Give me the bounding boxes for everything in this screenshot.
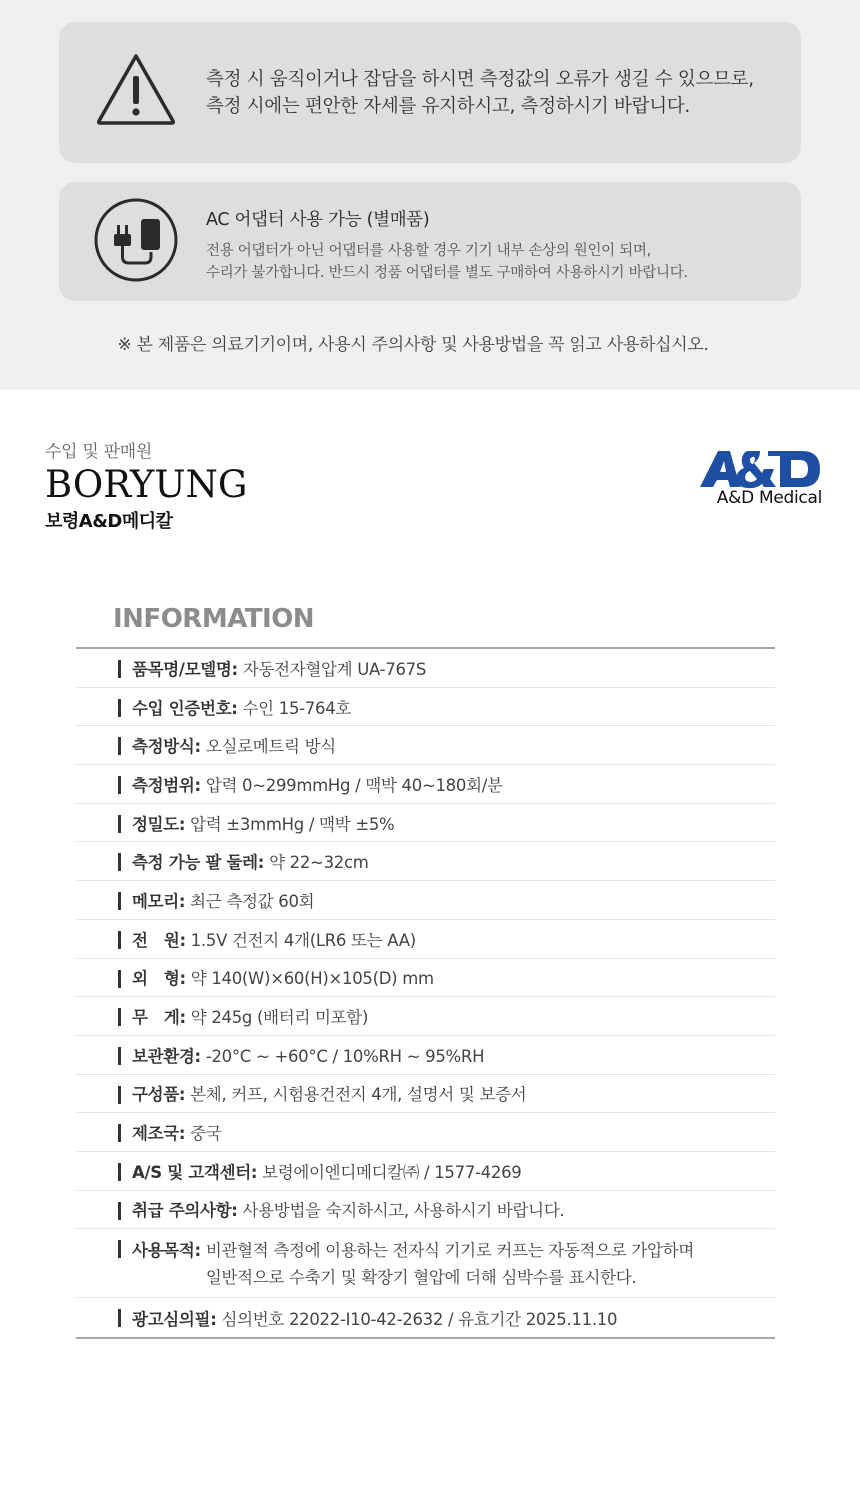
importer-block [45,437,248,532]
row-bar [118,853,121,871]
info-label: 무 게: [132,1008,186,1028]
purpose-line: 일반적으로 수축기 및 확장기 혈압에 더해 심박수를 표시한다. [205,1268,637,1288]
information-title: INFORMATION [113,604,315,634]
and-logo-mark [698,449,822,489]
info-row [76,765,775,804]
warning-line: 측정 시 움직이거나 잡담을 하시면 측정값의 오류가 생길 수 있으므로, [206,69,754,90]
row-bar [118,931,121,949]
info-value: 본체, 커프, 시험용건전지 4개, 설명서 및 보증서 [190,1085,527,1105]
info-row [76,1036,775,1075]
info-label: 전 원: [132,930,186,950]
row-bar [118,776,121,794]
information-table [76,647,775,1339]
info-row [76,881,775,920]
info-row [76,726,775,765]
row-bar [118,1163,121,1181]
info-label: 측정방식: [132,737,201,757]
info-row-purpose [76,1229,775,1298]
info-label: 측정범위: [132,775,201,795]
info-value: 약 245g (배터리 미포함) [190,1008,369,1028]
info-label: 수입 인증번호: [132,698,238,718]
notice-section [0,0,860,390]
info-label: A/S 및 고객센터: [132,1162,258,1182]
info-value [206,1237,694,1297]
row-bar [118,892,121,910]
row-bar [118,1124,121,1142]
info-row [76,649,775,688]
info-value: 수인 15-764호 [242,698,352,718]
info-row [76,1152,775,1191]
info-row [76,842,775,881]
adapter-title: AC 어댑터 사용 가능 (별매품) [206,210,430,230]
and-medical-logo [698,449,822,511]
warning-card [59,22,801,163]
adapter-line: 전용 어댑터가 아닌 어댑터를 사용할 경우 기기 내부 손상의 원인이 되며, [206,243,651,259]
row-bar [118,1309,121,1327]
info-value: 약 140(W)×60(H)×105(D) mm [190,969,434,989]
boryung-logo: BORYUNG [45,463,248,506]
info-value: 중국 [190,1124,222,1144]
info-label: 취급 주의사항: [132,1201,238,1221]
row-bar [118,737,121,755]
info-row [76,1298,775,1337]
info-value: 심의번호 22022-I10-42-2632 / 유효기간 2025.11.10 [221,1309,618,1329]
power-plug-icon [93,197,179,283]
info-label: 제조국: [132,1124,186,1144]
info-label: 측정 가능 팔 둘레: [132,853,265,873]
info-label: 품목명/모델명: [132,659,238,679]
importer-label: 수입 및 판매원 [45,442,152,462]
info-value: 사용방법을 숙지하시고, 사용하시기 바랍니다. [242,1201,565,1221]
info-value: 오실로메트릭 방식 [205,737,336,757]
row-bar [118,660,121,678]
info-row [76,997,775,1036]
row-bar [118,1008,121,1026]
info-row [76,1191,775,1230]
info-label: 구성품: [132,1085,186,1105]
warning-triangle-icon [95,52,177,126]
adapter-description [206,240,688,284]
info-value: 보령에이엔디메디칼㈜ / 1577-4269 [262,1162,522,1182]
info-label: 정밀도: [132,814,186,834]
row-bar [118,699,121,717]
info-label: 보관환경: [132,1046,201,1066]
warning-line: 측정 시에는 편안한 자세를 유지하시고, 측정하시기 바랍니다. [206,96,690,117]
row-bar [118,1047,121,1065]
info-value: 압력 ±3mmHg / 맥박 ±5% [190,814,395,834]
medical-device-notice: ※ 본 제품은 의료기기이며, 사용시 주의사항 및 사용방법을 꼭 읽고 사용하십시오. [117,335,709,355]
info-row [76,1075,775,1114]
adapter-line: 수리가 불가합니다. 반드시 정품 어댑터를 별도 구매하여 사용하시기 바랍니다. [206,265,688,281]
info-row [76,1113,775,1152]
info-value: 최근 측정값 60회 [190,891,315,911]
info-value: 약 22~32cm [269,853,369,873]
info-label: 외 형: [132,969,186,989]
row-bar [118,1202,121,1220]
warning-text [206,66,754,120]
info-value: -20°C ~ +60°C / 10%RH ~ 95%RH [205,1046,485,1066]
boryung-sub-logo: 보령A&D메디칼 [45,511,173,532]
row-bar [118,815,121,833]
info-value: 압력 0~299mmHg / 맥박 40~180회/분 [205,775,503,795]
info-label: 메모리: [132,891,186,911]
info-row [76,959,775,998]
purpose-line: 비관혈적 측정에 이용하는 전자식 기기로 커프는 자동적으로 가압하며 [205,1241,694,1261]
info-row [76,688,775,727]
info-label: 광고심의필: [132,1309,217,1329]
info-row [76,920,775,959]
row-bar [118,1086,121,1104]
info-value: 자동전자혈압계 UA-767S [242,659,427,679]
info-value: 1.5V 건전지 4개(LR6 또는 AA) [190,930,416,950]
info-row [76,804,775,843]
row-bar [118,970,121,988]
and-medical-text: A&D Medical [716,488,822,508]
info-label: 사용목적: [132,1241,201,1261]
adapter-card [59,182,801,301]
row-bar [118,1240,121,1258]
